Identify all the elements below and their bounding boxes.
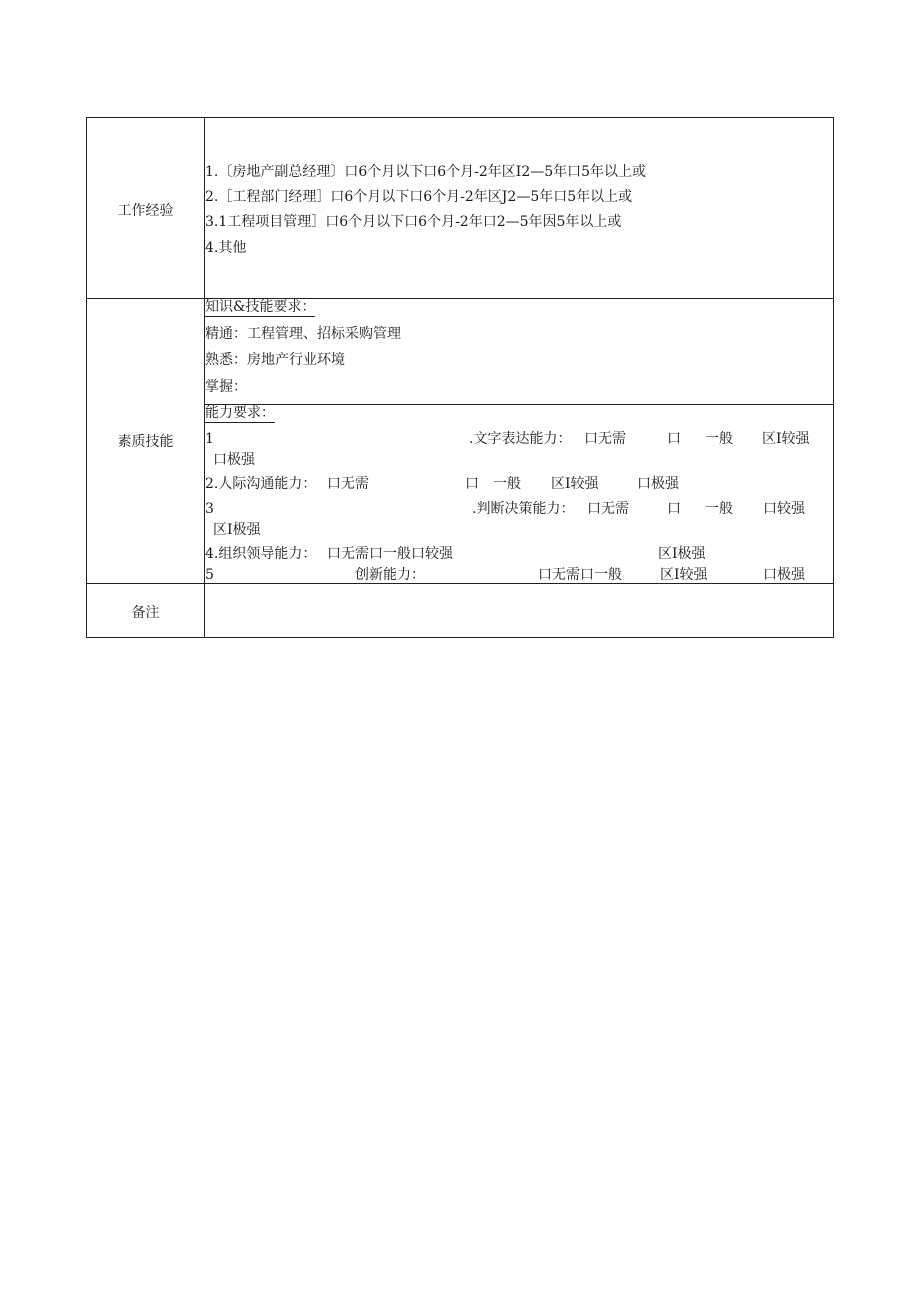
row-divider-experience xyxy=(87,298,833,299)
ability-2-option-normal: 一般 xyxy=(493,476,521,492)
ability-5-option-strong: 区I较强 xyxy=(660,567,708,583)
ability-1-option-strong: 区I较强 xyxy=(762,431,810,447)
ability-1-option-box: 口 xyxy=(667,431,681,447)
ability-heading xyxy=(205,404,275,422)
ability-2-name: 2.人际沟通能力： xyxy=(205,476,317,492)
ability-4-options: 口无需口一般口较强 xyxy=(327,546,453,562)
ability-4-name: 4.组织领导能力： xyxy=(205,546,317,562)
job-description-table xyxy=(86,117,834,638)
ability-1-name: .文字表达能力： xyxy=(469,431,572,447)
ability-1-number: 1 xyxy=(205,431,214,447)
knowledge-heading xyxy=(205,298,315,316)
row-divider-knowledge xyxy=(204,404,833,405)
remarks-content xyxy=(205,584,833,637)
knowledge-line-proficient: 精通：工程管理、招标采购管理 xyxy=(205,326,401,342)
knowledge-line-familiar: 熟悉：房地产行业环境 xyxy=(205,352,345,368)
ability-3-option-none: 口无需 xyxy=(587,501,629,517)
ability-3-option-very-strong: 区I极强 xyxy=(213,522,261,538)
ability-5-number: 5 xyxy=(205,567,214,583)
ability-3-option-normal: 一般 xyxy=(705,501,733,517)
ability-5-option-very-strong: 口极强 xyxy=(763,567,805,583)
ability-1-option-very-strong: 口极强 xyxy=(213,452,255,468)
ability-3-option-box: 口 xyxy=(667,501,681,517)
label-quality-skills: 素质技能 xyxy=(117,434,174,450)
ability-4-option-very-strong: 区I极强 xyxy=(658,546,706,562)
label-remarks: 备注 xyxy=(131,605,160,621)
ability-2-option-strong: 区I较强 xyxy=(551,476,599,492)
ability-3-number: 3 xyxy=(205,501,214,517)
experience-line-4: 4.其他 xyxy=(205,240,247,256)
knowledge-heading-text: 知识&技能要求： xyxy=(205,299,316,315)
experience-line-1: 1.〔房地产副总经理〕口6个月以下口6个月-2年区I2—5年口5年以上或 xyxy=(205,164,647,180)
ability-1-option-normal: 一般 xyxy=(705,431,733,447)
ability-2-option-box: 口 xyxy=(465,476,479,492)
experience-line-2: 2.［工程部门经理］口6个月以下口6个月-2年区J2—5年口5年以上或 xyxy=(205,189,633,205)
ability-3-name: .判断决策能力： xyxy=(472,501,575,517)
ability-2-option-none: 口无需 xyxy=(327,476,369,492)
label-work-experience: 工作经验 xyxy=(117,203,174,219)
knowledge-line-master: 掌握： xyxy=(205,379,247,395)
experience-line-3: 3.1工程项目管理］口6个月以下口6个月-2年口2—5年因5年以上或 xyxy=(205,214,622,230)
ability-heading-text: 能力要求： xyxy=(205,405,275,421)
ability-5-options: 口无需口一般 xyxy=(538,567,622,583)
ability-5-name: 创新能力： xyxy=(355,567,425,583)
ability-3-option-strong: 口较强 xyxy=(763,501,805,517)
ability-5-row xyxy=(205,566,833,583)
ability-2-option-very-strong: 口极强 xyxy=(637,476,679,492)
ability-1-option-none: 口无需 xyxy=(584,431,626,447)
